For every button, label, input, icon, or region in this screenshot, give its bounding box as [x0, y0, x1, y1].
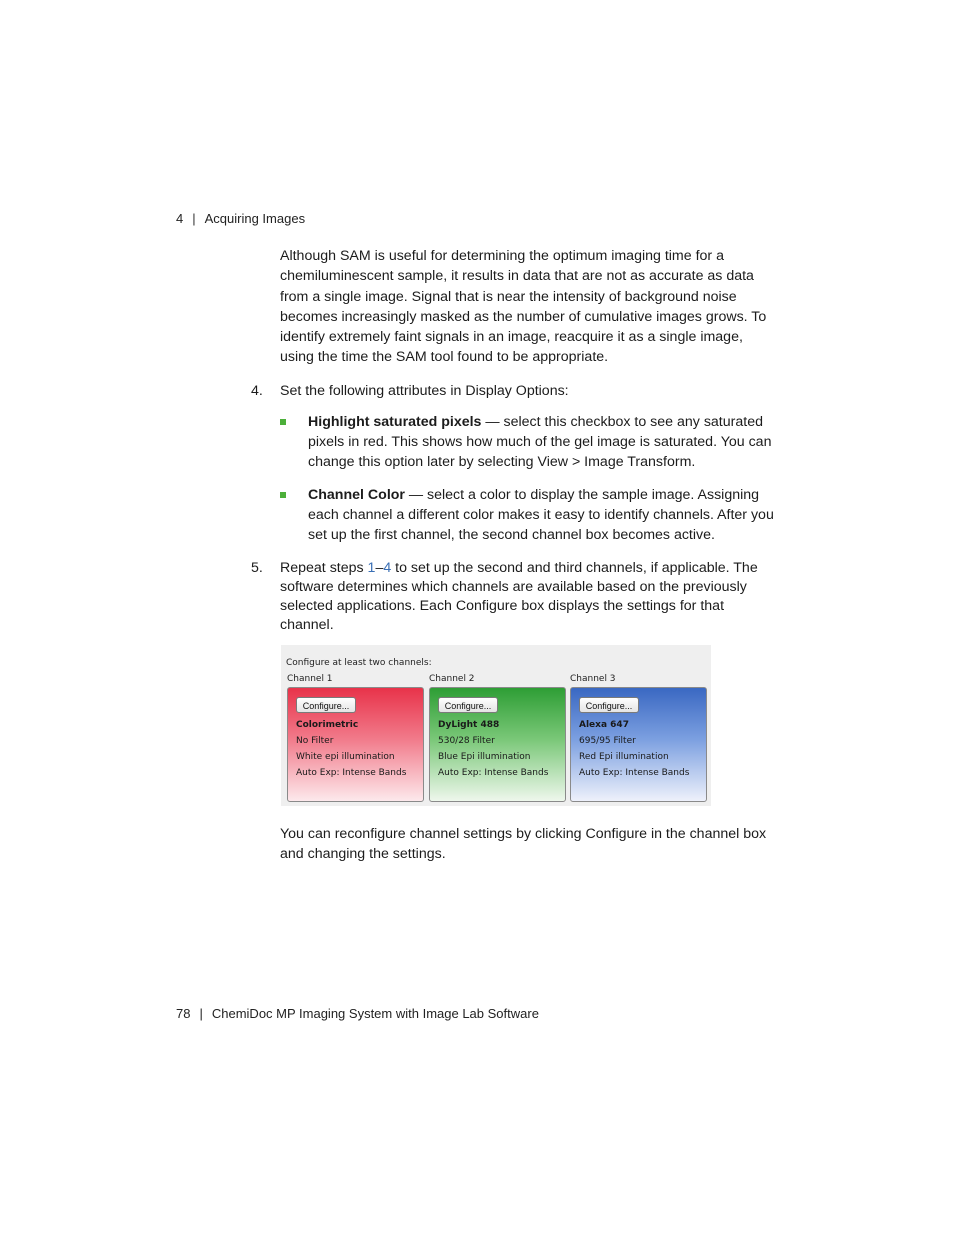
channel-filter: 695/95 Filter: [579, 736, 636, 746]
step-number: 4.: [251, 383, 263, 399]
channel-1-label: Channel 1: [287, 674, 333, 684]
bullet-term: Highlight saturated pixels: [308, 414, 482, 430]
step-text: [280, 559, 776, 635]
channel-name: DyLight 488: [438, 720, 500, 730]
channel-1-box: [287, 687, 424, 802]
channel-name: Colorimetric: [296, 720, 359, 730]
channel-filter: No Filter: [296, 736, 334, 746]
step-number: 5.: [251, 560, 263, 576]
channel-config-screenshot: [281, 645, 711, 806]
bullet-description: — select a color to display the sample image. Assigning each channel a different color makes it easy to identify channels. After you set up the first channel, the second channel box becomes active.: [308, 487, 774, 544]
page-number: 78: [176, 1006, 191, 1021]
bullet-marker: [280, 419, 286, 425]
step-text: Set the following attributes in Display Options:: [280, 383, 569, 399]
intro-paragraph: Although SAM is useful for determining the optimum imaging time for a chemiluminescent sample, it results in data that are not as accurate as data from a single image. Signal that is near the intensity of background noise becomes increasingly masked as the number of cumulative images grows. To identify extremely faint signals in an image, reacquire it as a single image, using the time the SAM tool found to be appropriate.: [280, 248, 767, 366]
bullet-marker: [280, 492, 286, 498]
chapter-number: 4: [176, 211, 184, 226]
running-footer: [176, 1006, 539, 1021]
bullet-text-block: [308, 485, 776, 545]
channel-illumination: Blue Epi illumination: [438, 752, 531, 762]
channel-exposure: Auto Exp: Intense Bands: [296, 768, 407, 778]
bullet-description: — select this checkbox to see any saturated pixels in red. This shows how much of the gel image is saturated. You can change this option later by selecting View > Image Transform.: [308, 414, 772, 471]
channel-illumination: White epi illumination: [296, 752, 395, 762]
running-header: [176, 211, 305, 226]
footer-separator: |: [199, 1006, 203, 1021]
channel-exposure: Auto Exp: Intense Bands: [579, 768, 690, 778]
channel-exposure: Auto Exp: Intense Bands: [438, 768, 549, 778]
step-5: [251, 559, 776, 637]
configure-channel-2-button[interactable]: Configure...: [438, 697, 498, 713]
channel-3-label: Channel 3: [570, 674, 616, 684]
panel-title: Configure at least two channels:: [286, 658, 432, 668]
channel-illumination: Red Epi illumination: [579, 752, 669, 762]
channel-3-box: [570, 687, 707, 802]
step-link-1[interactable]: 1: [367, 560, 376, 576]
bullet-text-block: [308, 412, 776, 472]
closing-paragraph: You can reconfigure channel settings by clicking Configure in the channel box and changing the settings.: [280, 826, 767, 863]
step-4: [251, 382, 776, 402]
bullet-channel-color: [280, 485, 776, 547]
chapter-title: Acquiring Images: [204, 211, 306, 226]
channel-2-label: Channel 2: [429, 674, 475, 684]
book-title: ChemiDoc MP Imaging System with Image Lab Software: [211, 1006, 539, 1021]
step-link-4[interactable]: 4: [383, 560, 392, 576]
channel-name: Alexa 647: [579, 720, 629, 730]
step-text-before: Repeat steps: [280, 560, 368, 576]
bullet-term: Channel Color: [308, 487, 405, 503]
bullet-highlight-saturated: [280, 412, 776, 474]
channel-2-box: [429, 687, 566, 802]
configure-channel-3-button[interactable]: Configure...: [579, 697, 639, 713]
header-separator: |: [192, 211, 196, 226]
step-dash: –: [375, 560, 384, 576]
channel-filter: 530/28 Filter: [438, 736, 495, 746]
configure-channel-1-button[interactable]: Configure...: [296, 697, 356, 713]
step-text-after: to set up the second and third channels, if applicable. The software determines which channels are available based on the previously selected applications. Each Configure box displays the settings for that channel.: [280, 560, 758, 633]
